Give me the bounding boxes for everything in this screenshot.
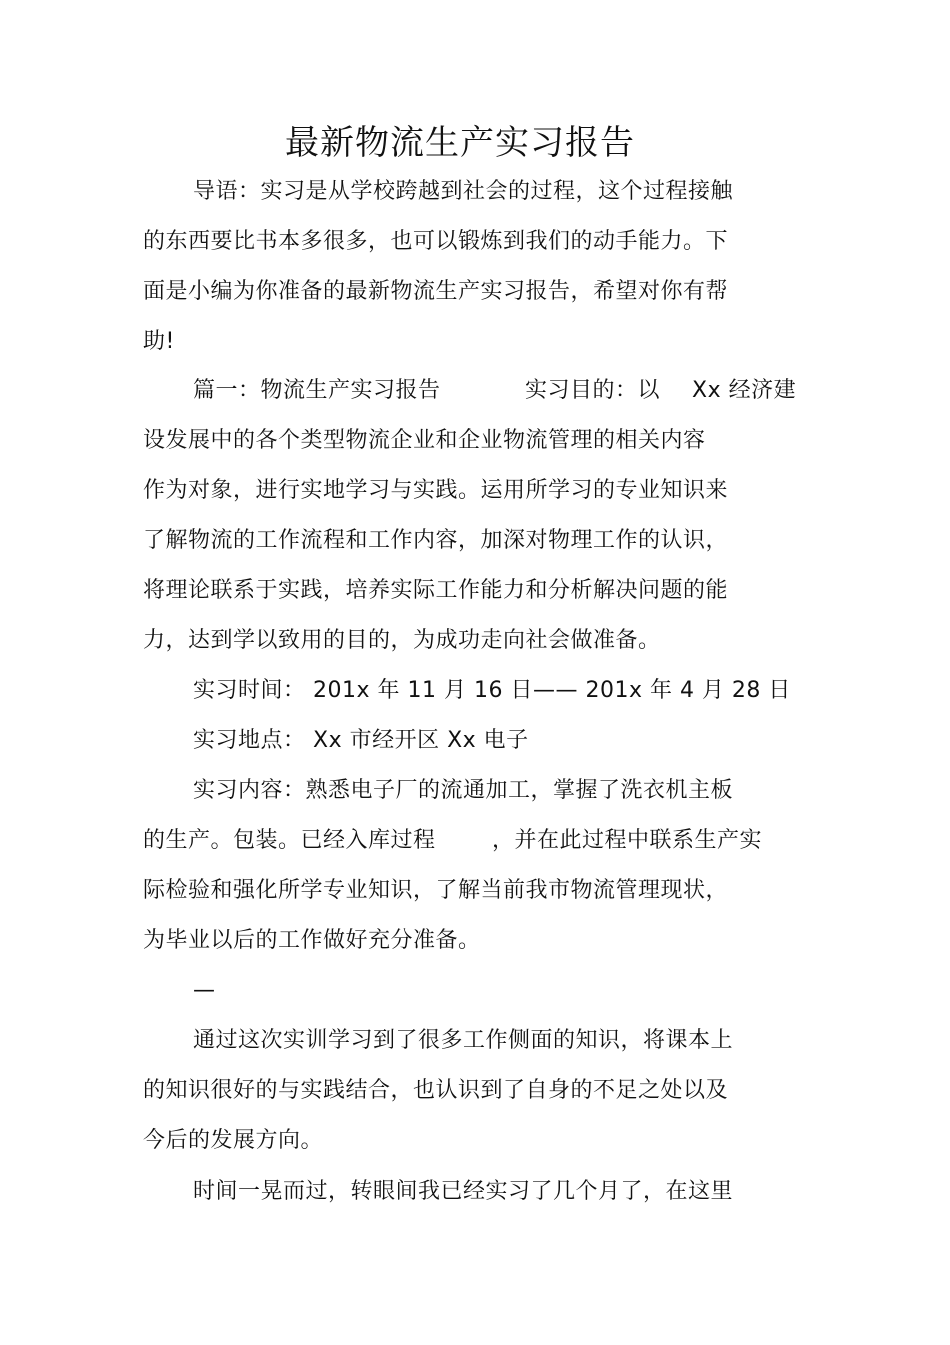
text-line: 力，达到学以致用的目的，为成功走向社会做准备。: [143, 628, 661, 653]
text-line: 导语：实习是从学校跨越到社会的过程，这个过程接触: [193, 179, 734, 204]
text-line: 为毕业以后的工作做好充分准备。: [143, 928, 481, 953]
text-line: 实习内容：熟悉电子厂的流通加工，掌握了洗衣机主板: [193, 778, 734, 803]
text-line: 的生产。包装。已经入库过程: [143, 828, 436, 853]
text-line: 实习目的：以: [525, 378, 661, 403]
section-heading: 篇一：物流生产实习报告: [193, 378, 441, 403]
text-line: 助!: [143, 329, 175, 354]
text-line: Xx 经济建: [692, 378, 797, 403]
document-title: 最新物流生产实习报告: [285, 123, 635, 163]
text-line: 作为对象，进行实地学习与实践。运用所学习的专业知识来: [143, 478, 729, 503]
text-line: ，并在此过程中联系生产实: [492, 828, 763, 853]
text-line: 通过这次实训学习到了很多工作侧面的知识，将课本上: [193, 1028, 734, 1053]
text-line: 面是小编为你准备的最新物流生产实习报告，希望对你有帮: [143, 279, 729, 304]
text-line: 设发展中的各个类型物流企业和企业物流管理的相关内容: [143, 428, 706, 453]
text-line: 的东西要比书本多很多，也可以锻炼到我们的动手能力。下: [143, 229, 729, 254]
text-line: 今后的发展方向。: [143, 1128, 324, 1153]
text-line: 将理论联系于实践，培养实际工作能力和分析解决问题的能: [143, 578, 729, 603]
internship-location: 实习地点： Xx 市经开区 Xx 电子: [193, 728, 529, 753]
dash-marker: —: [193, 978, 216, 1003]
text-line: 时间一晃而过，转眼间我已经实习了几个月了，在这里: [193, 1179, 734, 1204]
text-line: 际检验和强化所学专业知识，了解当前我市物流管理现状，: [143, 878, 729, 903]
text-line: 的知识很好的与实践结合，也认识到了自身的不足之处以及: [143, 1078, 729, 1103]
text-line: 了解物流的工作流程和工作内容，加深对物理工作的认识，: [143, 528, 729, 553]
internship-time: 实习时间： 201x 年 11 月 16 日—— 201x 年 4 月 28 日: [193, 678, 791, 703]
